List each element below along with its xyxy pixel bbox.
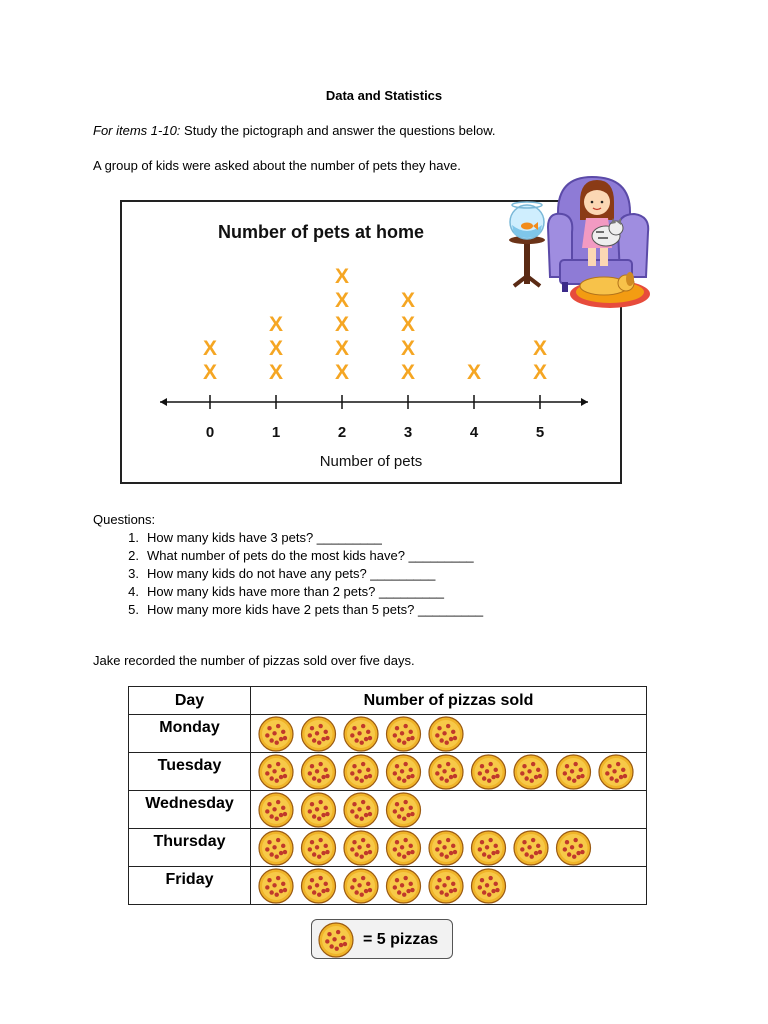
- key-label: = 5 pizzas: [363, 931, 439, 948]
- pizza-icon: [302, 831, 336, 865]
- x-marker: X: [334, 337, 350, 360]
- question-text: How many kids have 3 pets? _________: [147, 530, 382, 545]
- instructions: [93, 123, 496, 138]
- x-tick-label: 3: [403, 424, 413, 441]
- questions-list: [93, 529, 483, 619]
- fishbowl-table-icon: [509, 202, 545, 286]
- pizza-icon: [344, 831, 378, 865]
- pizza-icon: [557, 755, 591, 789]
- instructions-prefix: For items 1-10:: [93, 123, 181, 138]
- pizza-icon: [472, 831, 506, 865]
- pizza-count-cell: [251, 715, 647, 753]
- pizza-icon: [259, 869, 293, 903]
- question-item: [93, 547, 483, 565]
- pets-intro: A group of kids were asked about the number of pets they have.: [93, 158, 461, 173]
- x-axis-label: Number of pets: [319, 453, 423, 470]
- x-marker: X: [268, 361, 284, 384]
- pictograph-key: [311, 919, 453, 959]
- pizza-icon: [259, 831, 293, 865]
- pizza-icon: [514, 831, 548, 865]
- question-item: [93, 565, 483, 583]
- x-marker: X: [202, 361, 218, 384]
- pizza-icon: [387, 755, 421, 789]
- pizza-icons: [258, 716, 638, 752]
- pizza-icon: [259, 793, 293, 827]
- table-header-row: [129, 687, 647, 715]
- x-marker: X: [532, 361, 548, 384]
- kid-with-pets-illustration: [500, 172, 665, 317]
- pizza-icon: [387, 831, 421, 865]
- question-text: What number of pets do the most kids have? _________: [147, 548, 474, 563]
- question-item: [93, 529, 483, 547]
- pizza-count-cell: [251, 867, 647, 905]
- x-tick-label: 5: [535, 424, 545, 441]
- pizza-icon: [302, 869, 336, 903]
- table-row: [129, 867, 647, 905]
- pizza-icon: [387, 793, 421, 827]
- instructions-text: Study the pictograph and answer the questions below.: [180, 123, 496, 138]
- x-tick-label: 2: [337, 424, 347, 441]
- question-number: 5.: [128, 602, 139, 617]
- pizza-icon: [472, 869, 506, 903]
- pizza-icon: [429, 831, 463, 865]
- pizza-icon: [259, 755, 293, 789]
- pizza-icon: [344, 793, 378, 827]
- pizza-icon: [259, 717, 293, 751]
- header-day: Day: [129, 687, 251, 715]
- day-cell: Thursday: [129, 829, 251, 867]
- x-tick-label: 4: [469, 424, 479, 441]
- x-marker: X: [268, 337, 284, 360]
- pizza-icon: [302, 717, 336, 751]
- pizza-icons: [258, 868, 638, 904]
- x-marker: X: [334, 361, 350, 384]
- x-marker: X: [268, 313, 284, 336]
- x-marker: X: [400, 361, 416, 384]
- pizza-icon: [429, 755, 463, 789]
- table-row: [129, 829, 647, 867]
- question-text: How many kids have more than 2 pets? _________: [147, 584, 445, 599]
- question-number: 3.: [128, 566, 139, 581]
- table-row: [129, 753, 647, 791]
- pizza-intro: Jake recorded the number of pizzas sold over five days.: [93, 653, 415, 668]
- x-tick-label: 1: [271, 424, 281, 441]
- question-number: 2.: [128, 548, 139, 563]
- pizza-pictograph-table: [128, 686, 647, 905]
- question-item: [93, 583, 483, 601]
- pizza-icons: [258, 792, 638, 828]
- pizza-icon: [344, 755, 378, 789]
- day-cell: Monday: [129, 715, 251, 753]
- chart-title: Number of pets at home: [218, 222, 425, 242]
- question-text: How many more kids have 2 pets than 5 pets? _________: [147, 602, 484, 617]
- x-marker: X: [334, 313, 350, 336]
- question-item: [93, 601, 483, 619]
- pizza-icon: [429, 869, 463, 903]
- pizza-icon: [344, 717, 378, 751]
- question-number: 1.: [128, 530, 139, 545]
- x-marker: X: [202, 337, 218, 360]
- pizza-icon: [557, 831, 591, 865]
- x-axis-arrow-right: [581, 398, 588, 406]
- pizza-icon: [302, 755, 336, 789]
- x-marker: X: [334, 265, 350, 288]
- pizza-icons: [258, 754, 638, 790]
- question-number: 4.: [128, 584, 139, 599]
- x-axis-arrow-left: [160, 398, 167, 406]
- x-marker: X: [532, 337, 548, 360]
- day-cell: Wednesday: [129, 791, 251, 829]
- pizza-icon: [429, 717, 463, 751]
- pizza-icon: [387, 717, 421, 751]
- pizza-icon: [599, 755, 633, 789]
- questions-heading: Questions:: [93, 512, 156, 527]
- x-marker: X: [400, 289, 416, 312]
- day-cell: Friday: [129, 867, 251, 905]
- question-text: How many kids do not have any pets? _________: [147, 566, 436, 581]
- pizza-count-cell: [251, 791, 647, 829]
- pizza-icon: [472, 755, 506, 789]
- table-row: [129, 791, 647, 829]
- pizza-icon: [514, 755, 548, 789]
- pizza-icon: [387, 869, 421, 903]
- pizza-icon: [316, 920, 356, 960]
- pizza-count-cell: [251, 829, 647, 867]
- table-row: [129, 715, 647, 753]
- page-title: Data and Statistics: [325, 88, 443, 103]
- pizza-count-cell: [251, 753, 647, 791]
- pizza-icon: [302, 793, 336, 827]
- day-cell: Tuesday: [129, 753, 251, 791]
- x-marker: X: [466, 361, 482, 384]
- x-marker: X: [400, 313, 416, 336]
- header-pizzas: Number of pizzas sold: [251, 687, 647, 715]
- x-marker: X: [400, 337, 416, 360]
- x-tick-label: 0: [205, 424, 215, 441]
- pizza-icons: [258, 830, 638, 866]
- x-marker: X: [334, 289, 350, 312]
- pizza-icon: [344, 869, 378, 903]
